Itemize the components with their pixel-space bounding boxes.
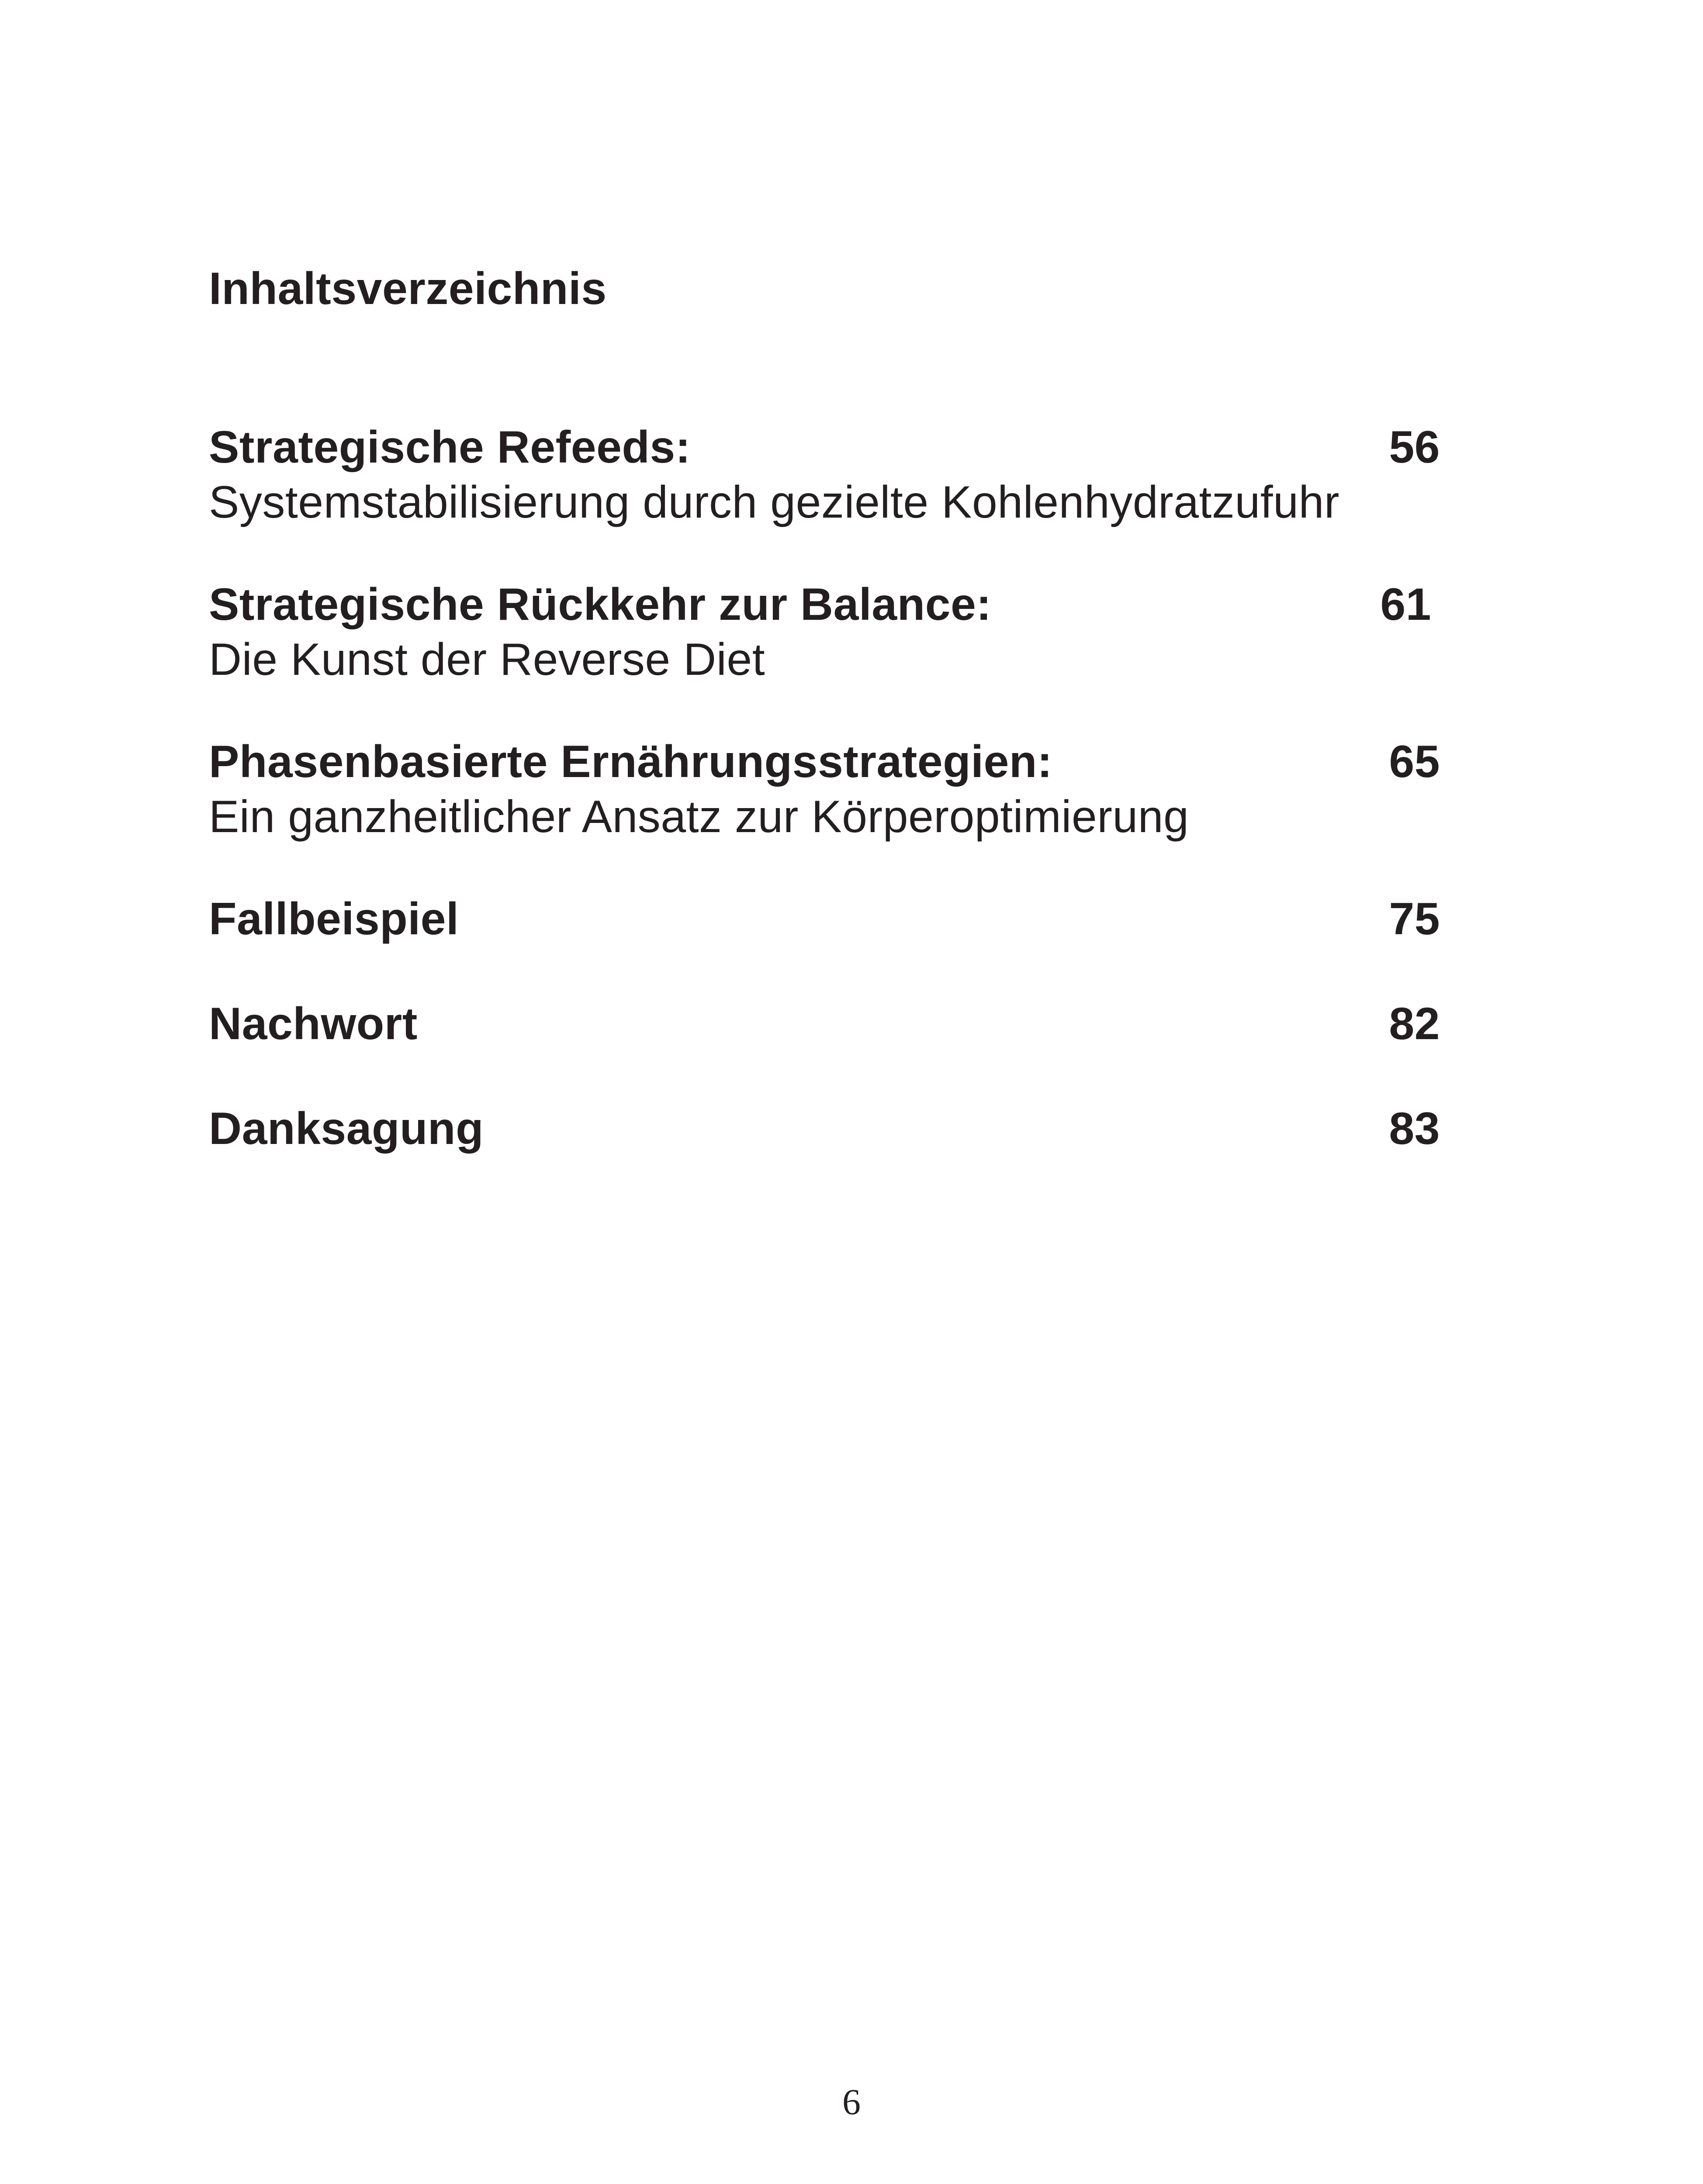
toc-entry-strategische-refeeds [209,418,1440,576]
toc-entry-page-number: 61 [1380,579,1431,630]
toc-entry-row [209,576,1440,633]
toc-entry-subtitle: Systemstabilisierung durch gezielte Kohlenhydratzufuhr [209,477,1340,528]
page-title: Inhaltsverzeichnis [209,263,607,314]
toc-entry-subtitle: Die Kunst der Reverse Diet [209,634,765,685]
toc-entry-title: Nachwort [209,999,418,1049]
toc-entry-title: Danksagung [209,1103,484,1154]
toc-entry-page-number: 65 [1389,736,1440,787]
toc-entry-page-number: 83 [1389,1103,1440,1154]
toc-entry-nachwort [209,995,1440,1100]
toc-entry-row [209,1100,1440,1158]
toc-entry-row [209,890,1440,948]
toc-entry-row [209,733,1440,791]
toc-entry-subtitle: Ein ganzheitlicher Ansatz zur Körperoptimierung [209,791,1189,842]
table-of-contents [209,418,1440,1205]
toc-entry-page-number: 56 [1389,422,1440,473]
toc-entry-fallbeispiel [209,890,1440,995]
toc-entry-danksagung [209,1100,1440,1205]
page-number: 6 [842,2082,861,2122]
toc-entry-page-number: 75 [1389,894,1440,944]
toc-entry-page-number: 82 [1389,999,1440,1049]
toc-entry-title: Phasenbasierte Ernährungsstrategien: [209,736,1053,787]
toc-entry-row [209,995,1440,1053]
toc-entry-title: Strategische Refeeds: [209,422,691,473]
toc-entry-title: Fallbeispiel [209,894,459,944]
toc-entry-phasenbasierte-ernaehrung [209,733,1440,890]
toc-entry-title: Strategische Rückkehr zur Balance: [209,579,992,630]
toc-entry-strategische-rueckkehr [209,576,1440,733]
toc-entry-row [209,418,1440,476]
